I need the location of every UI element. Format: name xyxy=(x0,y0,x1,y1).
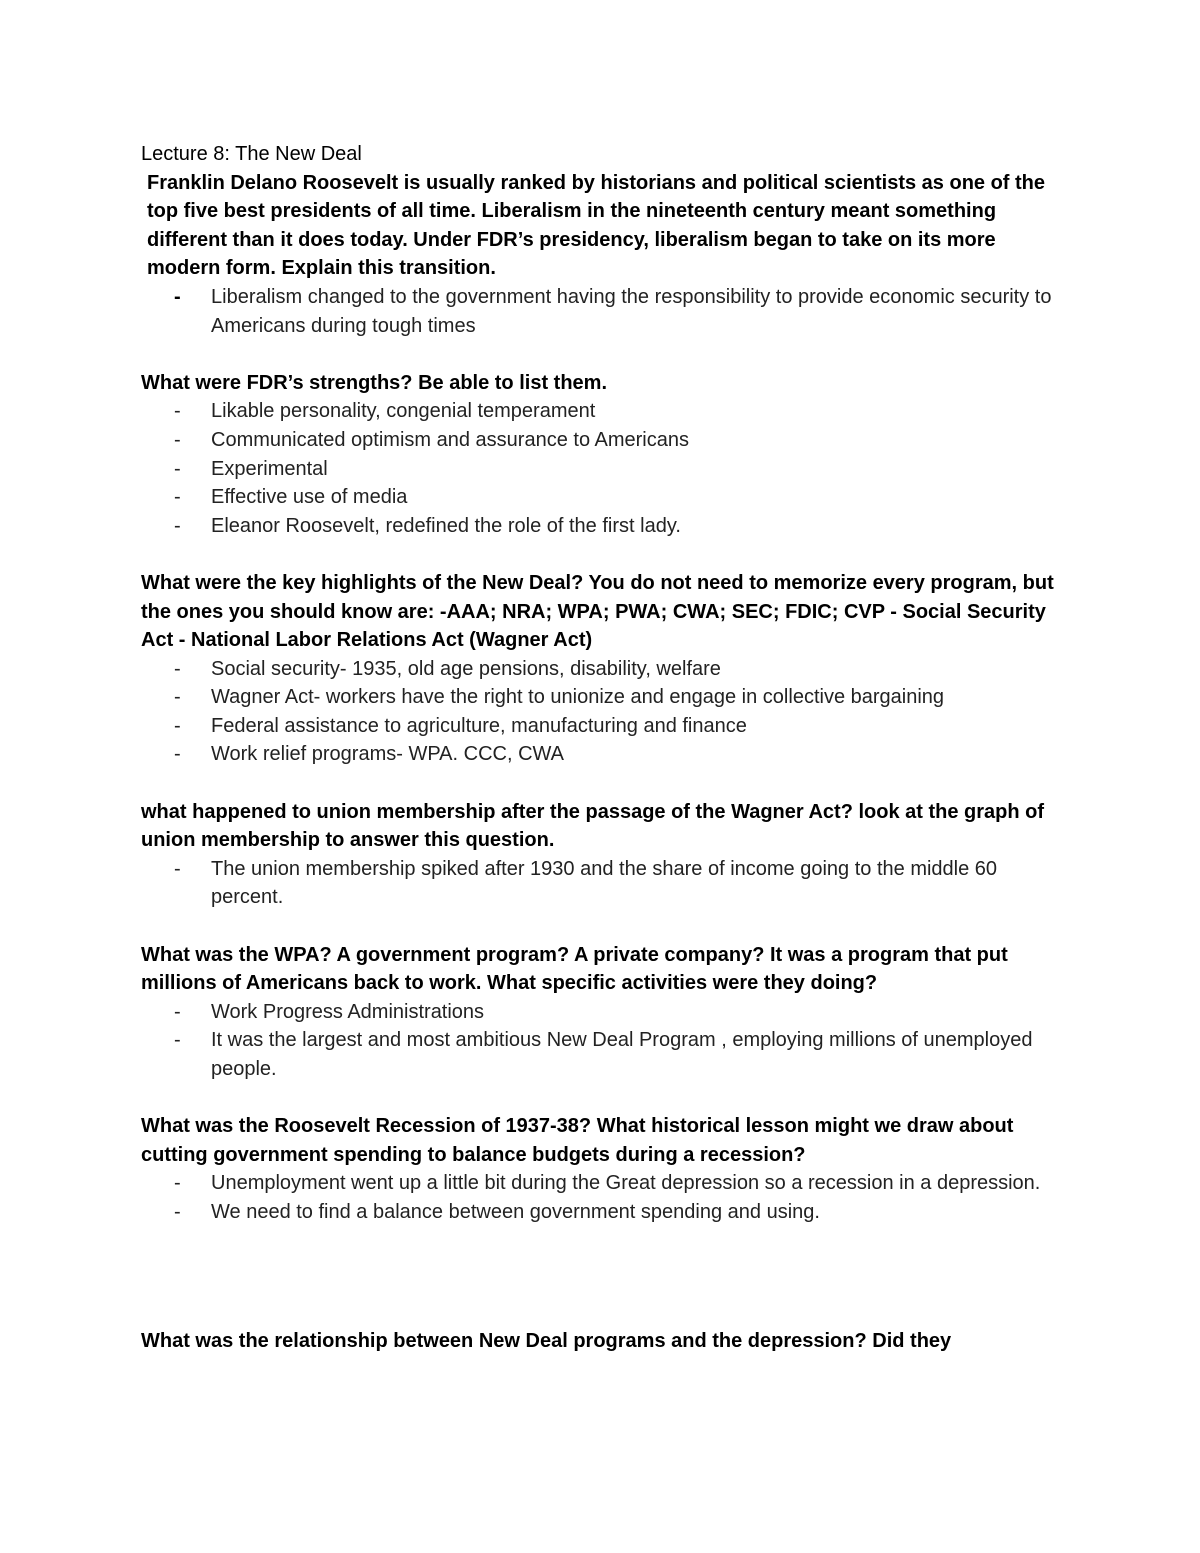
bullet-dash: - xyxy=(174,428,181,451)
bullet-dash: - xyxy=(174,1172,181,1195)
bullet-dash: - xyxy=(174,400,181,423)
list-item: - Liberalism changed to the government having the responsibility to provide economic security to Americans during tough times xyxy=(141,283,1061,340)
list-item: - Eleanor Roosevelt, redefined the role of the first lady. xyxy=(141,512,1061,541)
list-item: - Communicated optimism and assurance to Americans xyxy=(141,426,1061,455)
list-item: - Wagner Act- workers have the right to unionize and engage in collective bargaining xyxy=(141,683,1061,712)
bullet-dash: - xyxy=(174,714,181,737)
bullet-dash: - xyxy=(174,1029,181,1052)
list-item: - Unemployment went up a little bit during the Great depression so a recession in a depression. xyxy=(141,1169,1061,1198)
question-7: What was the relationship between New Deal programs and the depression? Did they xyxy=(141,1329,952,1352)
bullet-dash: - xyxy=(174,857,181,880)
bullet-dash: - xyxy=(174,457,181,480)
list-item: - Work relief programs- WPA. CCC, CWA xyxy=(141,740,1061,769)
list-item: - We need to find a balance between government spending and using. xyxy=(141,1198,1061,1227)
question-3: What were the key highlights of the New Deal? You do not need to memorize every program, but the ones you should know are: -AAA; NRA; WPA; PWA; CWA; SEC; FDIC; CVP - Social Security Act - National Labor Relations Act (Wagner Act) xyxy=(141,571,1054,652)
question-5: What was the WPA? A government program? A private company? It was a program that put millions of Americans back to work. What specific activities were they doing? xyxy=(141,943,1008,995)
list-item: - Social security- 1935, old age pensions, disability, welfare xyxy=(141,655,1061,684)
answer-list-1 xyxy=(141,283,1061,340)
question-6: What was the Roosevelt Recession of 1937-38? What historical lesson might we draw about cutting government spending to balance budgets during a recession? xyxy=(141,1115,1014,1166)
list-item: - Work Progress Administrations xyxy=(141,998,1061,1027)
bullet-dash: - xyxy=(174,686,181,709)
document-page xyxy=(141,140,1061,1355)
answer-list-5 xyxy=(141,998,1061,1084)
list-item: - Federal assistance to agriculture, manufacturing and finance xyxy=(141,712,1061,741)
list-item: - The union membership spiked after 1930 and the share of income going to the middle 60 percent. xyxy=(141,855,1061,912)
list-item: - Experimental xyxy=(141,455,1061,484)
bullet-dash: - xyxy=(174,1200,181,1223)
bullet-dash: - xyxy=(174,743,181,766)
list-item: - Likable personality, congenial temperament xyxy=(141,397,1061,426)
list-item: - Effective use of media xyxy=(141,483,1061,512)
answer-list-4 xyxy=(141,855,1061,912)
bullet-dash: - xyxy=(174,1000,181,1023)
answer-list-6 xyxy=(141,1169,1061,1226)
bullet-dash: - xyxy=(174,486,181,509)
bullet-dash: - xyxy=(174,657,181,680)
question-4: what happened to union membership after the passage of the Wagner Act? look at the graph of union membership to answer this question. xyxy=(141,800,1045,852)
document-title: Lecture 8: The New Deal xyxy=(141,143,362,165)
answer-list-2 xyxy=(141,397,1061,540)
answer-list-3 xyxy=(141,655,1061,769)
bullet-dash: - xyxy=(174,285,181,308)
bullet-dash: - xyxy=(174,514,181,537)
list-item: - It was the largest and most ambitious New Deal Program , employing millions of unemployed people. xyxy=(141,1026,1061,1083)
question-2: What were FDR’s strengths? Be able to list them. xyxy=(141,371,607,394)
question-1: Franklin Delano Roosevelt is usually ranked by historians and political scientists as one of the top five best presidents of all time. Liberalism in the nineteenth century meant something different than it does today. Under FDR’s presidency, liberalism began to take on its more modern form. Explain this transition. xyxy=(147,171,1046,280)
